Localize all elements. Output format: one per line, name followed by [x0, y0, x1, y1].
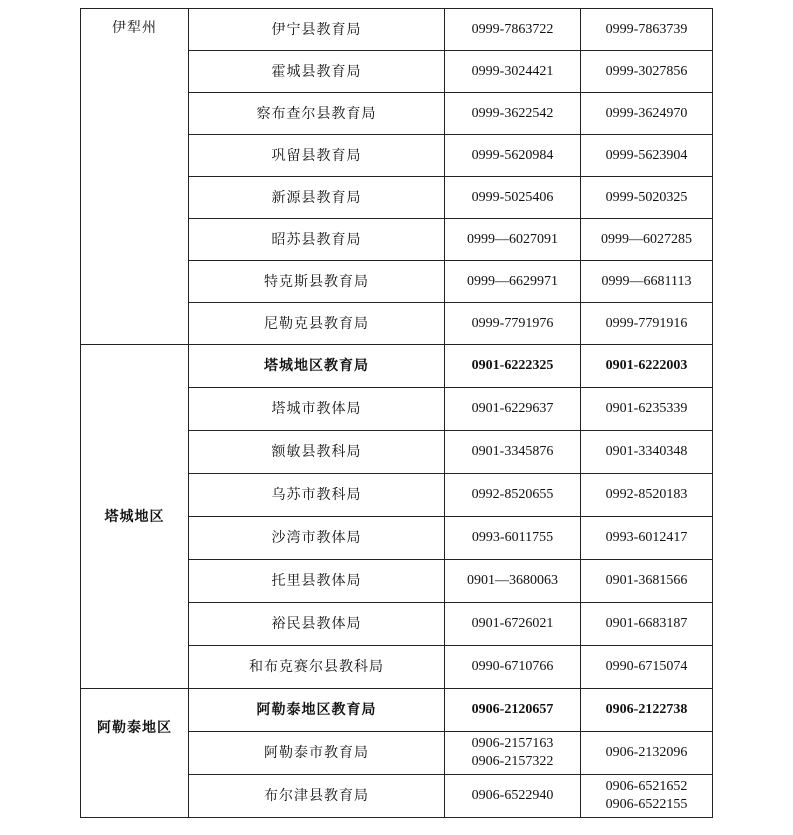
alt-phone-number-cell	[581, 517, 713, 560]
alt-phone-number-cell	[581, 135, 713, 177]
phone-number: 0999-5623904	[605, 147, 688, 163]
phone-number-cell	[445, 431, 581, 474]
alt-phone-number-cell	[581, 689, 713, 732]
alt-phone-number-cell	[581, 732, 713, 775]
alt-phone-number-cell	[581, 603, 713, 646]
alt-phone-number-cell	[581, 388, 713, 431]
bureau-name-cell: 新源县教育局	[189, 177, 445, 219]
bureau-name-cell: 霍城县教育局	[189, 51, 445, 93]
bureau-name-cell: 尼勒克县教育局	[189, 303, 445, 345]
phone-number: 0999—6027285	[601, 231, 692, 247]
phone-number-cell	[445, 345, 581, 388]
phone-number-cell	[445, 93, 581, 135]
alt-phone-number-cell	[581, 93, 713, 135]
phone-number: 0906-2132096	[605, 745, 688, 760]
phone-number-cell	[445, 560, 581, 603]
phone-number-cell	[445, 135, 581, 177]
table-body	[81, 9, 713, 818]
alt-phone-number-cell	[581, 431, 713, 474]
phone-number: 0992-8520655	[471, 487, 554, 502]
table-row	[81, 9, 713, 51]
phone-number: 0906-2120657	[471, 702, 554, 717]
phone-number: 0990-6715074	[605, 659, 688, 674]
phone-number-cell	[445, 646, 581, 689]
bureau-name-cell: 阿勒泰市教育局	[189, 732, 445, 775]
phone-number: 0901-6229637	[471, 401, 554, 416]
phone-number: 0901-6683187	[605, 616, 688, 631]
phone-number-cell	[445, 261, 581, 303]
region-cell: 塔城地区	[81, 345, 189, 689]
phone-number: 0999-5620984	[471, 147, 554, 163]
phone-number: 0999-3027856	[605, 63, 688, 79]
bureau-name-cell: 裕民县教体局	[189, 603, 445, 646]
bureau-name-cell: 沙湾市教体局	[189, 517, 445, 560]
phone-number: 0906-6522155	[605, 797, 688, 812]
phone-number-cell	[445, 9, 581, 51]
phone-number-cell	[445, 517, 581, 560]
alt-phone-number-cell	[581, 775, 713, 818]
education-bureau-phone-table	[80, 8, 713, 818]
phone-number: 0999-7791916	[605, 315, 688, 331]
phone-number: 0901-6222003	[605, 358, 688, 373]
phone-number: 0901-3340348	[605, 444, 688, 459]
alt-phone-number-cell	[581, 219, 713, 261]
phone-number: 0906-6522940	[471, 788, 554, 803]
phone-number: 0999-5025406	[471, 189, 554, 205]
phone-number: 0999-5020325	[605, 189, 688, 205]
phone-number: 0901-6222325	[471, 358, 554, 373]
alt-phone-number-cell	[581, 474, 713, 517]
phone-number-cell	[445, 689, 581, 732]
phone-number: 0990-6710766	[471, 659, 554, 674]
bureau-name-cell: 昭苏县教育局	[189, 219, 445, 261]
bureau-name-cell: 额敏县教科局	[189, 431, 445, 474]
table-row	[81, 689, 713, 732]
bureau-name-cell: 乌苏市教科局	[189, 474, 445, 517]
phone-number: 0999—6027091	[467, 231, 558, 247]
bureau-name-cell: 塔城市教体局	[189, 388, 445, 431]
region-cell: 伊犁州	[81, 9, 189, 345]
phone-number: 0999-7863739	[605, 21, 688, 37]
phone-number-cell	[445, 177, 581, 219]
bureau-name-cell: 塔城地区教育局	[189, 345, 445, 388]
phone-number: 0901—3680063	[467, 573, 558, 588]
bureau-name-cell: 巩留县教育局	[189, 135, 445, 177]
phone-number: 0999-3622542	[471, 105, 554, 121]
bureau-name-cell: 和布克赛尔县教科局	[189, 646, 445, 689]
phone-number: 0992-8520183	[605, 487, 688, 502]
phone-number-cell	[445, 732, 581, 775]
phone-number: 0999-3624970	[605, 105, 688, 121]
alt-phone-number-cell	[581, 646, 713, 689]
alt-phone-number-cell	[581, 9, 713, 51]
phone-number-cell	[445, 775, 581, 818]
alt-phone-number-cell	[581, 51, 713, 93]
bureau-name-cell: 察布查尔县教育局	[189, 93, 445, 135]
phone-number: 0901-6726021	[471, 616, 554, 631]
phone-number: 0999-3024421	[471, 63, 554, 79]
phone-number-cell	[445, 51, 581, 93]
phone-number-cell	[445, 219, 581, 261]
alt-phone-number-cell	[581, 177, 713, 219]
phone-number: 0906-6521652	[605, 779, 688, 794]
phone-number: 0993-6011755	[471, 530, 554, 545]
phone-number: 0906-2122738	[605, 702, 688, 717]
alt-phone-number-cell	[581, 560, 713, 603]
phone-number: 0901-3681566	[605, 573, 688, 588]
bureau-name-cell: 阿勒泰地区教育局	[189, 689, 445, 732]
phone-number: 0906-2157163	[471, 736, 554, 751]
table-row	[81, 345, 713, 388]
phone-number: 0999—6629971	[467, 273, 558, 289]
phone-number-cell	[445, 388, 581, 431]
bureau-name-cell: 特克斯县教育局	[189, 261, 445, 303]
phone-number: 0993-6012417	[605, 530, 688, 545]
region-cell: 阿勒泰地区	[81, 689, 189, 818]
bureau-name-cell: 布尔津县教育局	[189, 775, 445, 818]
phone-number: 0901-3345876	[471, 444, 554, 459]
alt-phone-number-cell	[581, 303, 713, 345]
alt-phone-number-cell	[581, 345, 713, 388]
bureau-name-cell: 伊宁县教育局	[189, 9, 445, 51]
phone-number: 0906-2157322	[471, 754, 554, 769]
phone-number: 0999-7863722	[471, 21, 554, 37]
phone-number: 0901-6235339	[605, 401, 688, 416]
alt-phone-number-cell	[581, 261, 713, 303]
phone-number: 0999-7791976	[471, 315, 554, 331]
phone-number-cell	[445, 603, 581, 646]
bureau-name-cell: 托里县教体局	[189, 560, 445, 603]
phone-number-cell	[445, 303, 581, 345]
phone-number-cell	[445, 474, 581, 517]
phone-number: 0999—6681113	[601, 273, 692, 289]
